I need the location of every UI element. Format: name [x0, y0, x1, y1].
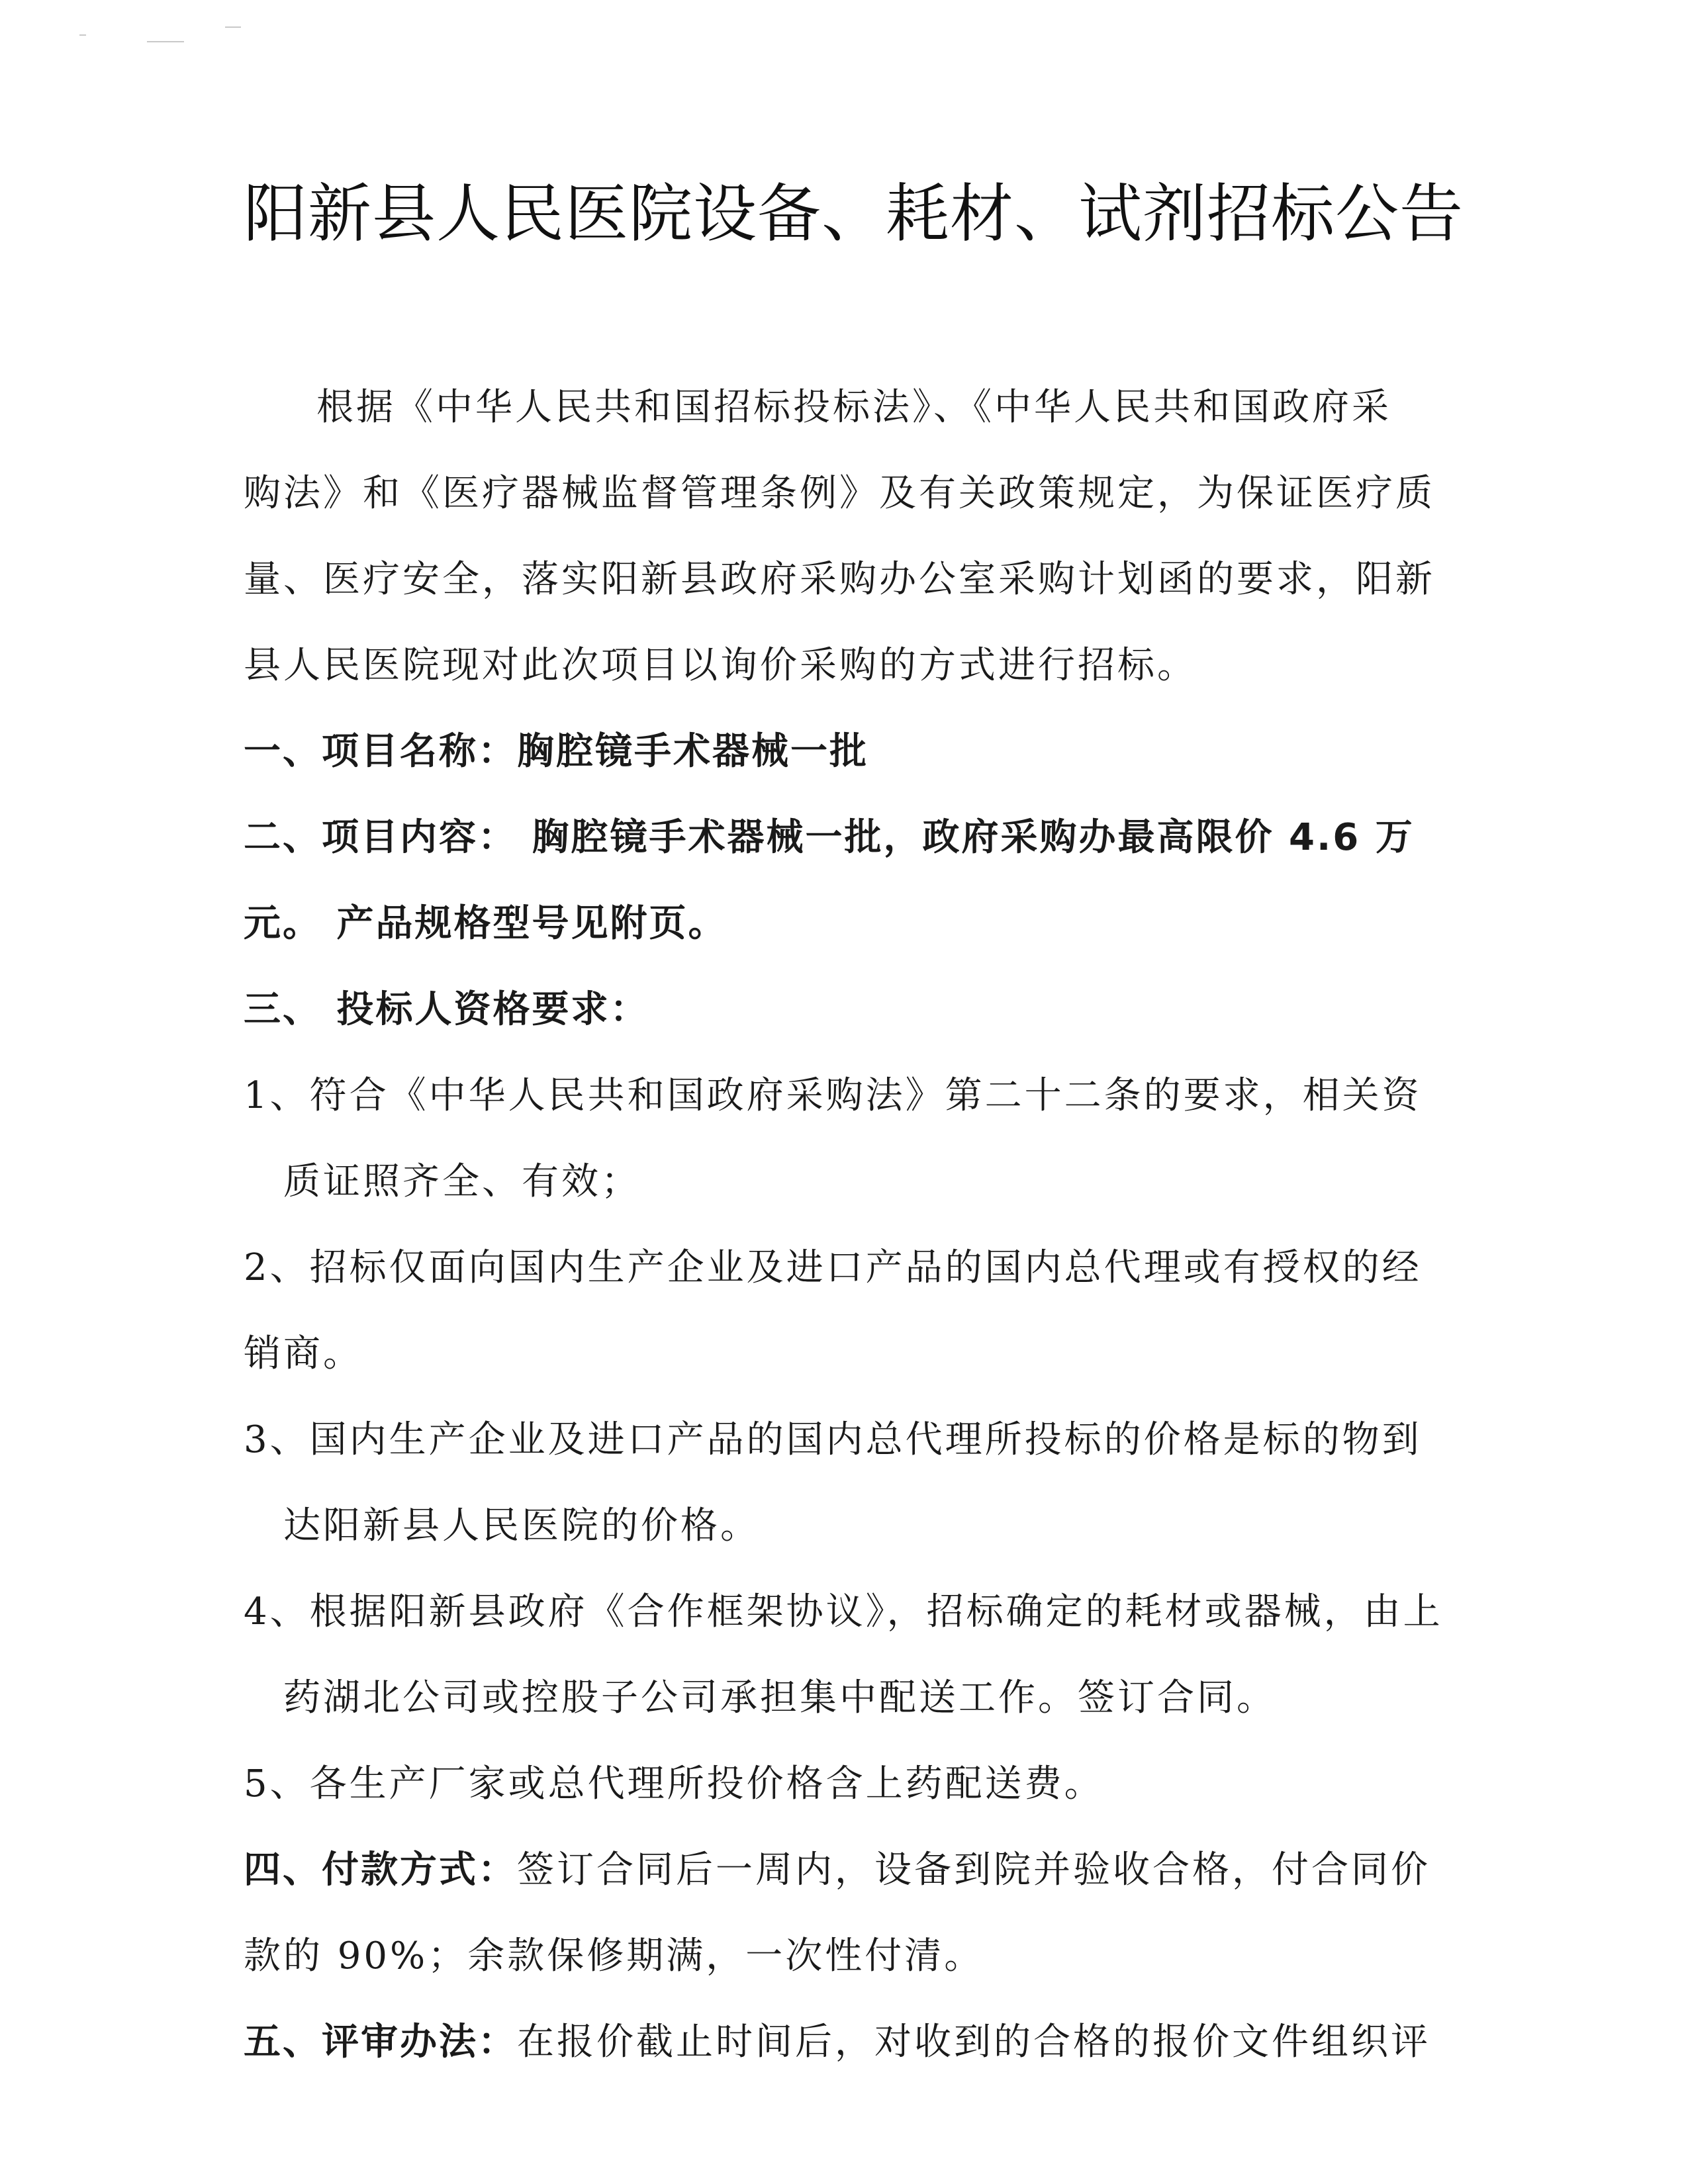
- scan-mark: [225, 26, 241, 28]
- requirement-3-line-2: 达阳新县人民医院的价格。: [283, 1504, 760, 1547]
- section-project-content-line-1: 二、项目内容： 胸腔镜手术器械一批，政府采购办最高限价 4.6 万: [244, 816, 1415, 859]
- requirement-4-line-1: 4、根据阳新县政府《合作框架协议》，招标确定的耗材或器械，由上: [244, 1590, 1443, 1633]
- section-payment-line-1: [244, 1844, 1430, 1897]
- requirement-2-line-1: 2、招标仅面向国内生产企业及进口产品的国内总代理或有授权的经: [244, 1246, 1422, 1289]
- requirement-3-line-1: 3、国内生产企业及进口产品的国内总代理所投标的价格是标的物到: [244, 1418, 1422, 1461]
- section-payment-line-2: 款的 90%；余款保修期满，一次性付清。: [244, 1934, 984, 1978]
- section-project-name: 一、项目名称：胸腔镜手术器械一批: [244, 730, 868, 773]
- intro-line-3: 量、医疗安全，落实阳新县政府采购办公室采购计划函的要求，阳新: [244, 558, 1435, 601]
- section-bidder-qualifications: 三、 投标人资格要求：: [244, 988, 649, 1031]
- intro-line-2: 购法》和《医疗器械监督管理条例》及有关政策规定，为保证医疗质: [244, 472, 1435, 515]
- section-evaluation-line-1: [244, 2016, 1430, 2069]
- requirement-1-line-2: 质证照齐全、有效；: [283, 1160, 641, 1203]
- section-project-content-line-2: 元。 产品规格型号见附页。: [244, 902, 727, 945]
- intro-line-4: 县人民医院现对此次项目以询价采购的方式进行招标。: [244, 644, 1197, 687]
- intro-line-1: 根据《中华人民共和国招标投标法》、《中华人民共和国政府采: [316, 386, 1391, 429]
- section-payment-label: 四、付款方式：: [244, 1848, 517, 1891]
- requirement-1-line-1: 1、符合《中华人民共和国政府采购法》第二十二条的要求，相关资: [244, 1074, 1422, 1117]
- requirement-5: 5、各生产厂家或总代理所投价格含上药配送费。: [244, 1762, 1104, 1805]
- section-payment-text: 签订合同后一周内，设备到院并验收合格，付合同价: [517, 1848, 1430, 1891]
- requirement-4-line-2: 药湖北公司或控股子公司承担集中配送工作。签订合同。: [283, 1676, 1276, 1719]
- scan-mark: [79, 34, 86, 36]
- scan-mark: [147, 41, 184, 42]
- requirement-2-line-2: 销商。: [244, 1332, 363, 1375]
- section-evaluation-text: 在报价截止时间后，对收到的合格的报价文件组织评: [517, 2021, 1430, 2064]
- section-evaluation-label: 五、评审办法：: [244, 2021, 517, 2064]
- page-title: 阳新县人民医院设备、耗材、试剂招标公告: [244, 177, 1464, 251]
